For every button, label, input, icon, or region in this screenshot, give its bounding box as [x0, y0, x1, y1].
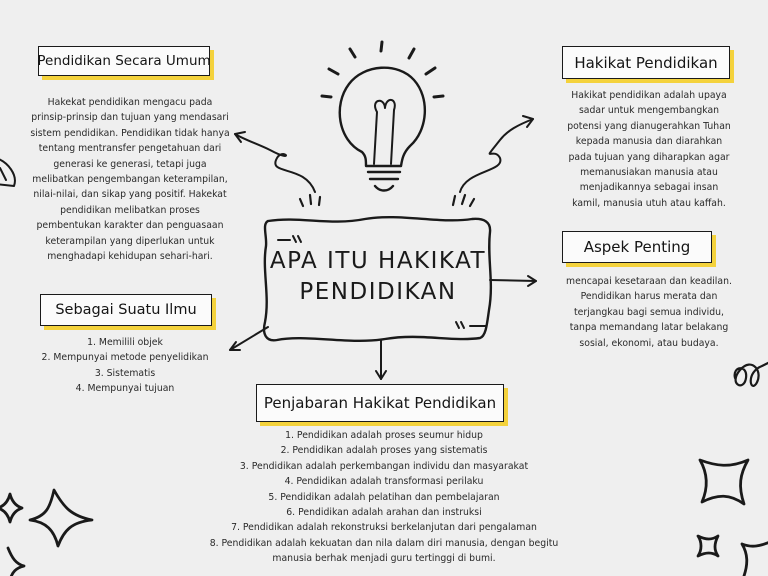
aspek-line: terjangkau bagi semua individu,: [573, 306, 725, 318]
umum-line: nilai-nilai, dan sikap yang positif. Hakekat: [33, 189, 227, 201]
umum-text: [10, 95, 250, 264]
umum-line: melibatkan pengembangan keterampilan,: [32, 174, 228, 186]
star-icon-right-small: [698, 536, 718, 556]
curl-doodle: [735, 362, 768, 386]
penjabaran-item: 6. Pendidikan adalah arahan dan instruksi: [286, 507, 482, 519]
hakikat-title: Hakikat Pendidikan: [574, 53, 718, 72]
ilmu-item: 4. Mempunyai tujuan: [75, 383, 175, 395]
center-title-line-2: PENDIDIKAN: [299, 279, 457, 305]
umum-line: generasi ke generasi, tetapi juga: [53, 158, 207, 170]
hakikat-line: kamil, manusia utuh atau kaffah.: [572, 197, 726, 209]
star-icon-right-bottom: [742, 542, 768, 576]
umum-line: keterampilan yang diperlukan untuk: [45, 235, 215, 247]
ilmu-title-box: [40, 294, 212, 326]
hakikat-line: memanusiakan manusia atau: [580, 167, 718, 179]
aspek-title-box: [562, 231, 712, 263]
aspek-line: mencapai kesetaraan dan keadilan.: [566, 276, 732, 287]
umum-line: tentang mentransfer pengetahuan dari: [38, 143, 222, 155]
penjabaran-item: 3. Pendidikan adalah perkembangan individu dan masyarakat: [239, 460, 529, 472]
umum-title: Pendidikan Secara Umum: [37, 53, 211, 69]
penjabaran-title-box: [256, 384, 504, 422]
hakikat-line: Hakikat pendidikan adalah upaya: [571, 90, 727, 101]
penjabaran-item: 4. Pendidikan adalah transformasi perilaku: [284, 476, 484, 488]
aspek-text: [534, 274, 764, 351]
hakikat-line: pada tujuan yang diharapkan agar: [568, 151, 730, 163]
ilmu-item: 3. Sistematis: [94, 367, 156, 379]
umum-line: pendidikan melibatkan proses: [60, 204, 200, 216]
hakikat-text: [534, 88, 764, 211]
penjabaran-title: Penjabaran Hakikat Pendidikan: [263, 394, 497, 412]
umum-line: menghadapi kehidupan sehari-hari.: [47, 251, 213, 263]
star-icon-left-bottom: [8, 548, 24, 576]
center-title: [268, 246, 488, 308]
umum-line: prinsip-prinsip dan tujuan yang mendasari: [31, 112, 229, 124]
hakikat-line: sadar untuk mengembangkan: [578, 105, 720, 117]
hakikat-line: kepada manusia dan diarahkan: [575, 136, 723, 148]
penjabaran-item: 8. Pendidikan adalah kekuatan dan nila dalam diri manusia, dengan begitu: [209, 537, 559, 549]
aspek-line: Pendidikan harus merata dan: [580, 291, 718, 303]
umum-line: pembentukan karakter dan penguasaan: [36, 220, 224, 232]
star-icon-left-small: [0, 494, 22, 522]
penjabaran-item: 7. Pendidikan adalah rekonstruksi berkelanjutan dari pengalaman: [231, 522, 537, 534]
aspek-title: Aspek Penting: [583, 238, 691, 256]
aspek-line: tanpa memandang latar belakang: [569, 322, 729, 334]
penjabaran-item: 1. Pendidikan adalah proses seumur hidup: [285, 430, 483, 441]
lightbulb-icon: [340, 68, 425, 191]
ilmu-item: 1. Memilili objek: [87, 337, 163, 348]
hakikat-line: menjadikannya sebagai insan: [579, 182, 719, 194]
penjabaran-item: manusia berhak menjadi guru tertinggi di bumi.: [272, 553, 496, 565]
umum-line: Hakekat pendidikan mengacu pada: [47, 97, 213, 108]
umum-line: sistem pendidikan. Pendidikan tidak hanya: [30, 127, 230, 139]
star-icon-right-large: [700, 460, 748, 504]
ilmu-title: Sebagai Suatu Ilmu: [55, 302, 197, 318]
penjabaran-list: [184, 428, 584, 567]
penjabaran-item: 5. Pendidikan adalah pelatihan dan pembelajaran: [268, 491, 500, 503]
aspek-line: sosial, ekonomi, atau budaya.: [579, 337, 719, 349]
hakikat-title-box: [562, 46, 730, 79]
bulb-rays: [322, 42, 443, 97]
star-icon-left-large: [30, 490, 92, 546]
center-title-line-1: APA ITU HAKIKAT: [269, 248, 487, 274]
ilmu-item: 2. Mempunyai metode penyelidikan: [41, 352, 209, 364]
umum-title-box: [38, 46, 210, 76]
spark-dashes: [300, 195, 474, 206]
ilmu-list: [10, 335, 240, 397]
hakikat-line: potensi yang dianugerahkan Tuhan: [567, 120, 731, 132]
penjabaran-item: 2. Pendidikan adalah proses yang sistematis: [280, 445, 488, 457]
